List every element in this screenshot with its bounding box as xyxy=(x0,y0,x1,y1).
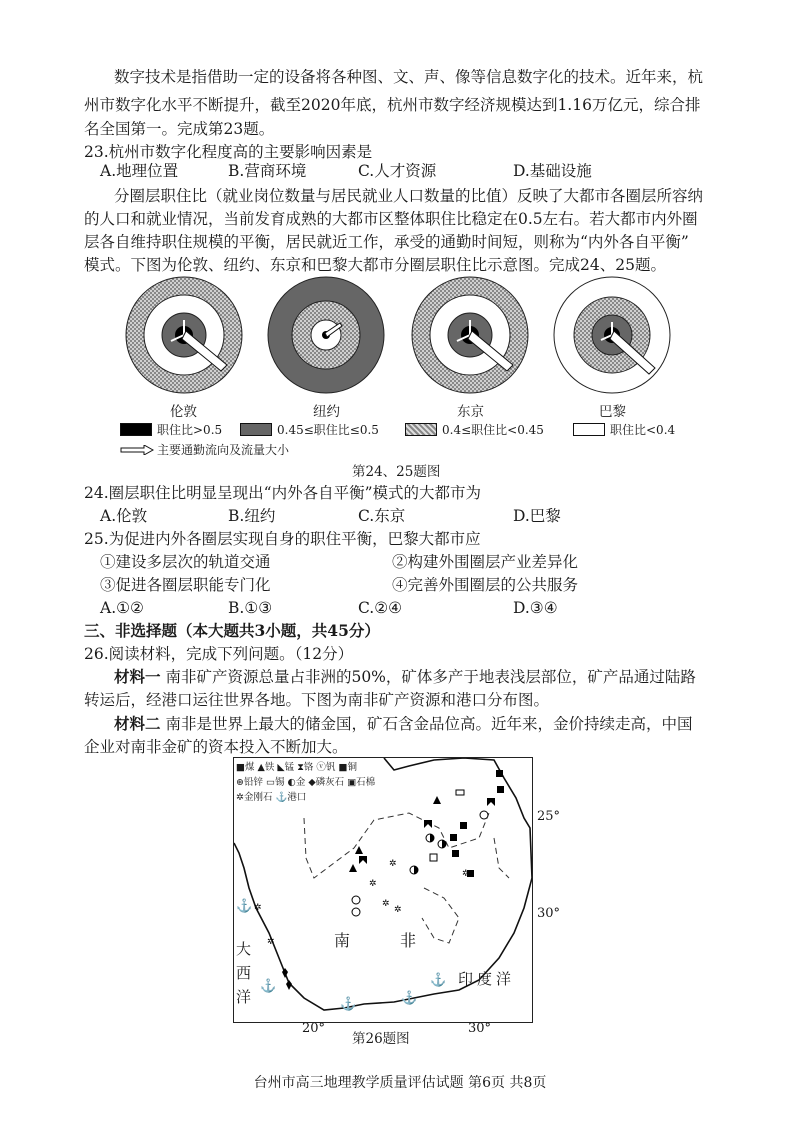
vanadium-icon xyxy=(480,811,488,819)
section-heading: 三、非选择题（本大题共3小题，共45分） xyxy=(84,621,380,640)
q25-item-4: ④完善外围圈层的公共服务 xyxy=(392,576,579,594)
country-label-2: 非 xyxy=(400,931,417,950)
q25-option-d[interactable]: D.③④ xyxy=(513,599,558,617)
q23-option-b[interactable]: B.营商环境 xyxy=(228,162,307,180)
q24-option-b[interactable]: B.纽约 xyxy=(228,507,276,525)
material2-label: 材料二 xyxy=(114,714,161,733)
map-legend: ■煤 ▲铁 ◣锰 ⧗铬 ⓥ钒 ■铜 ⊛铅锌 ▭锡 ◐金 ◆磷灰石 ▣石棉 ✲金刚石 ⚓港口 xyxy=(236,762,376,803)
lat-25: 25° xyxy=(537,809,561,824)
port-icon: ⚓ xyxy=(430,973,447,988)
q23-option-a[interactable]: A.地理位置 xyxy=(100,162,179,180)
q26-material2-line1 xyxy=(114,713,692,735)
intro1-line2: 州市数字化水平不断提升，截至2020年底，杭州市数字经济规模达到1.16万亿元，综合排 xyxy=(84,96,701,114)
ring-label-paris: 巴黎 xyxy=(599,404,626,420)
iron-icon xyxy=(355,846,363,854)
q24-option-c[interactable]: C.东京 xyxy=(358,507,406,525)
tin-icon xyxy=(456,790,464,795)
copper-icon xyxy=(497,786,504,793)
diamond-icon: ✲ xyxy=(382,899,390,909)
material2-text: 南非是世界上最大的储金国，矿石含金品位高。近年来，金价持续走高，中国 xyxy=(165,715,693,733)
ring-london xyxy=(126,277,242,393)
lat-30: 30° xyxy=(537,906,561,921)
q25-options xyxy=(100,597,620,619)
country-label-1: 南 xyxy=(334,931,351,950)
diamond-icon: ✲ xyxy=(394,905,402,915)
diamond-icon: ✲ xyxy=(369,879,377,889)
diamond-icon: ✲ xyxy=(389,859,397,869)
ring-label-london: 伦敦 xyxy=(170,404,197,420)
ring-paris xyxy=(554,277,670,393)
material1-text: 南非矿产资源总量占非洲的50%，矿体多产于地表浅层部位，矿产品通过陆路 xyxy=(165,668,696,686)
port-icon: ⚓ xyxy=(340,997,357,1012)
q23-options xyxy=(100,160,620,182)
diamond-icon: ✲ xyxy=(462,869,470,879)
q23-stem: 23.杭州市数字化程度高的主要影响因素是 xyxy=(84,143,373,161)
diamond-icon: ✲ xyxy=(267,937,275,947)
q24-option-a[interactable]: A.伦敦 xyxy=(100,507,148,525)
iron-icon xyxy=(349,864,357,872)
material1-label: 材料一 xyxy=(114,667,161,686)
intro1-line1: 数字技术是指借助一定的设备将各种图、文、声、像等信息数字化的技术。近年来，杭 xyxy=(114,68,704,86)
map-caption: 第26题图 xyxy=(352,1031,410,1047)
ring-tokyo xyxy=(412,277,528,393)
page-footer: 台州市高三地理教学质量评估试题 第6页 共8页 xyxy=(253,1075,547,1091)
port-icon: ⚓ xyxy=(260,979,277,994)
coal-icon xyxy=(450,834,457,841)
q24-stem: 24.圈层职住比明显呈现出“内外各自平衡”模式的大都市为 xyxy=(84,484,482,502)
indian-ocean-label: 印度洋 xyxy=(458,970,516,988)
lon-20: 20° xyxy=(302,1021,326,1036)
q24-options xyxy=(100,505,620,527)
legend-commute: 主要通勤流向及流量大小 xyxy=(120,441,289,458)
chromium-icon xyxy=(286,980,292,990)
q26-stem: 26.阅读材料，完成下列问题。（12分） xyxy=(84,645,354,663)
south-africa-map xyxy=(233,757,533,1023)
ring-caption: 第24、25题图 xyxy=(352,464,441,480)
ring-label-tokyo: 东京 xyxy=(457,404,484,420)
ports xyxy=(236,898,446,1012)
ring-label-newyork: 纽约 xyxy=(313,404,340,420)
legend-low: 职住比<0.4 xyxy=(573,421,675,438)
q26-material1-line2: 转运后，经港口运往世界各地。下图为南非矿产资源和港口分布图。 xyxy=(84,691,550,709)
manganese-icon xyxy=(359,856,367,864)
port-icon: ⚓ xyxy=(401,991,418,1006)
q26-material1-line1 xyxy=(114,666,696,688)
atlantic-label-1: 大 xyxy=(236,940,252,958)
intro2-line3: 层各自维持职住规模的平衡，居民就近工作，承受的通勤时间短，则称为“内外各自平衡” xyxy=(84,233,689,251)
coal-icon xyxy=(452,850,459,857)
port-icon: ⚓ xyxy=(236,899,253,914)
lon-30: 30° xyxy=(468,1021,492,1036)
atlantic-label-3: 洋 xyxy=(236,988,252,1006)
ring-newyork xyxy=(268,277,384,393)
intro2-line4: 模式。下图为伦敦、纽约、东京和巴黎大都市分圈层职住比示意图。完成24、25题。 xyxy=(84,256,666,274)
ring-diagrams xyxy=(0,270,800,430)
q23-option-c[interactable]: C.人才资源 xyxy=(358,162,437,180)
legend-high: 职住比>0.5 xyxy=(120,421,222,438)
coal-icon xyxy=(460,822,467,829)
manganese-icon xyxy=(424,820,432,828)
q24-option-d[interactable]: D.巴黎 xyxy=(513,507,561,525)
lead-zinc-icon xyxy=(352,896,360,904)
q25-option-b[interactable]: B.①③ xyxy=(228,599,273,617)
q25-item-1: ①建设多层次的轨道交通 xyxy=(100,553,271,571)
intro2-line2: 的人口和就业情况，当前发育成熟的大都市区整体职住比稳定在0.5左右。若大都市内外圈 xyxy=(84,210,698,228)
legend-mid-high: 0.45≤职住比≤0.5 xyxy=(240,421,379,438)
plateau-edge-3 xyxy=(494,838,509,878)
manganese-icon xyxy=(487,798,495,806)
iron-icon xyxy=(433,796,441,804)
q23-option-d[interactable]: D.基础设施 xyxy=(513,162,592,180)
intro1-line3: 名全国第一。完成第23题。 xyxy=(84,120,275,138)
q25-option-c[interactable]: C.②④ xyxy=(358,599,403,617)
diamond-icon: ✲ xyxy=(254,903,262,913)
q25-stem: 25.为促进内外各圈层实现自身的职住平衡，巴黎大都市应 xyxy=(84,530,481,548)
asbestos-icon xyxy=(430,854,437,861)
coal-icon xyxy=(496,770,503,777)
atlantic-label-2: 西 xyxy=(236,964,252,982)
q25-item-2: ②构建外围圈层产业差异化 xyxy=(392,553,579,571)
intro2-line1: 分圈层职住比（就业岗位数量与居民就业人口数量的比值）反映了大都市各圈层所容纳 xyxy=(114,187,704,205)
q26-material2-line2: 企业对南非金矿的资本投入不断加大。 xyxy=(84,738,348,756)
legend-mid-low: 0.4≤职住比<0.45 xyxy=(405,421,544,438)
q25-item-3: ③促进各圈层职能专门化 xyxy=(100,576,271,594)
lead-zinc-icon xyxy=(352,908,360,916)
plateau-edge-2 xyxy=(422,888,459,943)
q25-option-a[interactable]: A.①② xyxy=(100,599,144,617)
